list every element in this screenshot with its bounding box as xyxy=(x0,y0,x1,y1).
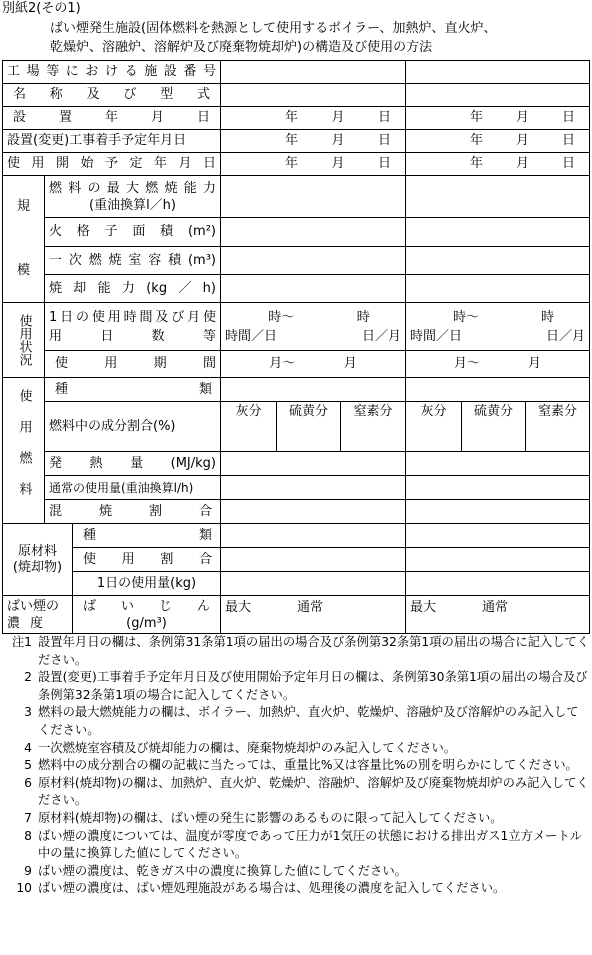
incinerate-capacity-cell-1[interactable] xyxy=(221,275,406,303)
name-type-cell-1[interactable] xyxy=(221,84,406,107)
note-item: 10 ばい煙の濃度は、ばい煙処理施設がある場合は、処理後の濃度を記入してください。 xyxy=(16,881,506,896)
usage-group-label: 使用状況 xyxy=(3,303,45,378)
raw-type-cell-2[interactable] xyxy=(406,524,590,548)
title-line-1: ばい煙発生施設(固体燃料を熱源として使用するボイラー、加熱炉、直火炉、 xyxy=(50,21,497,36)
fuel-type-label: 種類 xyxy=(45,378,221,402)
fuel-type-cell-2[interactable] xyxy=(406,378,590,402)
chamber-volume-cell-1[interactable] xyxy=(221,247,406,275)
note-item: 6 原材料(焼却物)の欄は、加熱炉、直火炉、乾燥炉、溶融炉、溶解炉及び廃棄物焼却炉のみ記入してください。 xyxy=(24,775,589,808)
title-line-2: 乾燥炉、溶融炉、溶解炉及び廃棄物焼却炉)の構造及び使用の方法 xyxy=(50,40,433,55)
fuel-calorific-cell-1[interactable] xyxy=(221,452,406,476)
grate-area-cell-1[interactable] xyxy=(221,218,406,247)
max-burn-capacity-label: 燃料の最大燃焼能力 (重油換算l／h) xyxy=(45,176,221,218)
construction-date-cell-1[interactable]: 年 月 日 xyxy=(221,130,406,153)
usage-hours-cell-2[interactable]: 時～ 時 時間／日 日／月 xyxy=(406,303,590,351)
install-date-label: 設置年月日 xyxy=(3,107,221,130)
raw-usage-ratio-cell-1[interactable] xyxy=(221,548,406,572)
raw-usage-ratio-label: 使用割合 xyxy=(73,548,221,572)
grate-area-cell-2[interactable] xyxy=(406,218,590,247)
fuel-normal-usage-label: 通常の使用量(重油換算l/h) xyxy=(45,476,221,500)
chamber-volume-cell-2[interactable] xyxy=(406,247,590,275)
fuel-sulfur-cell-1[interactable]: 硫黄分 xyxy=(277,402,341,452)
fuel-mix-ratio-cell-1[interactable] xyxy=(221,500,406,524)
fuel-composition-label: 燃料中の成分割合(%) xyxy=(45,402,221,452)
install-date-cell-2[interactable]: 年 月 日 xyxy=(406,107,590,130)
soot-group-label: ばい煙の 濃度 xyxy=(3,596,73,634)
max-burn-capacity-cell-2[interactable] xyxy=(406,176,590,218)
facility-number-label: 工場等における施設番号 xyxy=(3,61,221,84)
raw-materials-group-label: 原材料 (焼却物) xyxy=(3,524,73,596)
fuel-nitrogen-cell-2[interactable]: 窒素分 xyxy=(526,402,590,452)
chamber-volume-label: 一次燃焼室容積(m³) xyxy=(45,247,221,275)
fuel-mix-ratio-label: 混焼割合 xyxy=(45,500,221,524)
construction-date-label: 設置(変更)工事着手予定年月日 xyxy=(3,130,221,153)
usage-period-label: 使用期間 xyxy=(45,351,221,378)
construction-date-cell-2[interactable]: 年 月 日 xyxy=(406,130,590,153)
use-start-date-cell-2[interactable]: 年 月 日 xyxy=(406,153,590,176)
scale-group-label: 規 模 xyxy=(3,176,45,303)
note-item: 9 ばい煙の濃度は、乾きガス中の濃度に換算した値にしてください。 xyxy=(24,863,407,878)
facility-form-table xyxy=(2,60,590,634)
raw-daily-usage-cell-2[interactable] xyxy=(406,572,590,596)
note-item: 8 ばい煙の濃度については、温度が零度であって圧力が1気圧の状態における排出ガス1立方メートル中の量に換算した値にしてください。 xyxy=(24,828,583,861)
max-burn-capacity-cell-1[interactable] xyxy=(221,176,406,218)
fuel-group-label: 使用燃料 xyxy=(3,378,45,524)
note-item: 3 燃料の最大燃焼能力の欄は、ボイラー、加熱炉、直火炉、乾燥炉、溶融炉及び溶解炉のみ記入してください。 xyxy=(24,705,579,737)
form-number: 別紙2(その1) xyxy=(2,1,81,16)
facility-number-cell-2[interactable] xyxy=(406,61,590,84)
note-item: 4 一次燃焼室容積及び焼却能力の欄は、廃棄物焼却炉のみ記入してください。 xyxy=(24,740,457,755)
use-start-date-label: 使用開始予定年月日 xyxy=(3,153,221,176)
note-item: 7 原材料(焼却物)の欄は、ばい煙の発生に影響のあるものに限って記入してください。 xyxy=(24,810,503,825)
note-item: 注1 設置年月日の欄は、条例第31条第1項の届出の場合及び条例第32条第1項の届出の場合に記入してください。 xyxy=(11,635,590,667)
incinerate-capacity-label: 焼却能力(kg／h) xyxy=(45,275,221,303)
soot-dust-cell-1[interactable]: 最大 通常 xyxy=(221,596,406,634)
soot-dust-label: ばいじん (g/m³) xyxy=(73,596,221,634)
grate-area-label: 火格子面積(m²) xyxy=(45,218,221,247)
usage-hours-label: 1日の使用時間及び月使 用日数等 xyxy=(45,303,221,351)
fuel-mix-ratio-cell-2[interactable] xyxy=(406,500,590,524)
fuel-calorific-cell-2[interactable] xyxy=(406,452,590,476)
fuel-calorific-label: 発熱量(MJ/kg) xyxy=(45,452,221,476)
usage-period-cell-1[interactable]: 月～ 月 xyxy=(221,351,406,378)
fuel-ash-cell-2[interactable]: 灰分 xyxy=(406,402,462,452)
install-date-cell-1[interactable]: 年 月 日 xyxy=(221,107,406,130)
fuel-nitrogen-cell-1[interactable]: 窒素分 xyxy=(341,402,406,452)
note-item: 2 設置(変更)工事着手予定年月日及び使用開始予定年月日の欄は、条例第30条第1項の届出の場合及び条例第32条第1項の場合に記入してください。 xyxy=(24,670,588,702)
fuel-type-cell-1[interactable] xyxy=(221,378,406,402)
incinerate-capacity-cell-2[interactable] xyxy=(406,275,590,303)
fuel-sulfur-cell-2[interactable]: 硫黄分 xyxy=(462,402,526,452)
soot-dust-cell-2[interactable]: 最大 通常 xyxy=(406,596,590,634)
raw-usage-ratio-cell-2[interactable] xyxy=(406,548,590,572)
raw-daily-usage-label: 1日の使用量(kg) xyxy=(73,572,221,596)
raw-daily-usage-cell-1[interactable] xyxy=(221,572,406,596)
use-start-date-cell-1[interactable]: 年 月 日 xyxy=(221,153,406,176)
facility-number-cell-1[interactable] xyxy=(221,61,406,84)
fuel-ash-cell-1[interactable]: 灰分 xyxy=(221,402,277,452)
fuel-normal-usage-cell-1[interactable] xyxy=(221,476,406,500)
note-item: 5 燃料中の成分割合の欄の記載に当たっては、重量比%又は容量比%の別を明らかにしてください。 xyxy=(24,758,578,773)
fuel-normal-usage-cell-2[interactable] xyxy=(406,476,590,500)
name-type-cell-2[interactable] xyxy=(406,84,590,107)
name-type-label: 名称及び型式 xyxy=(3,84,221,107)
raw-type-label: 種類 xyxy=(73,524,221,548)
notes-section xyxy=(2,634,590,898)
usage-hours-cell-1[interactable]: 時～ 時 時間／日 日／月 xyxy=(221,303,406,351)
raw-type-cell-1[interactable] xyxy=(221,524,406,548)
usage-period-cell-2[interactable]: 月～ 月 xyxy=(406,351,590,378)
